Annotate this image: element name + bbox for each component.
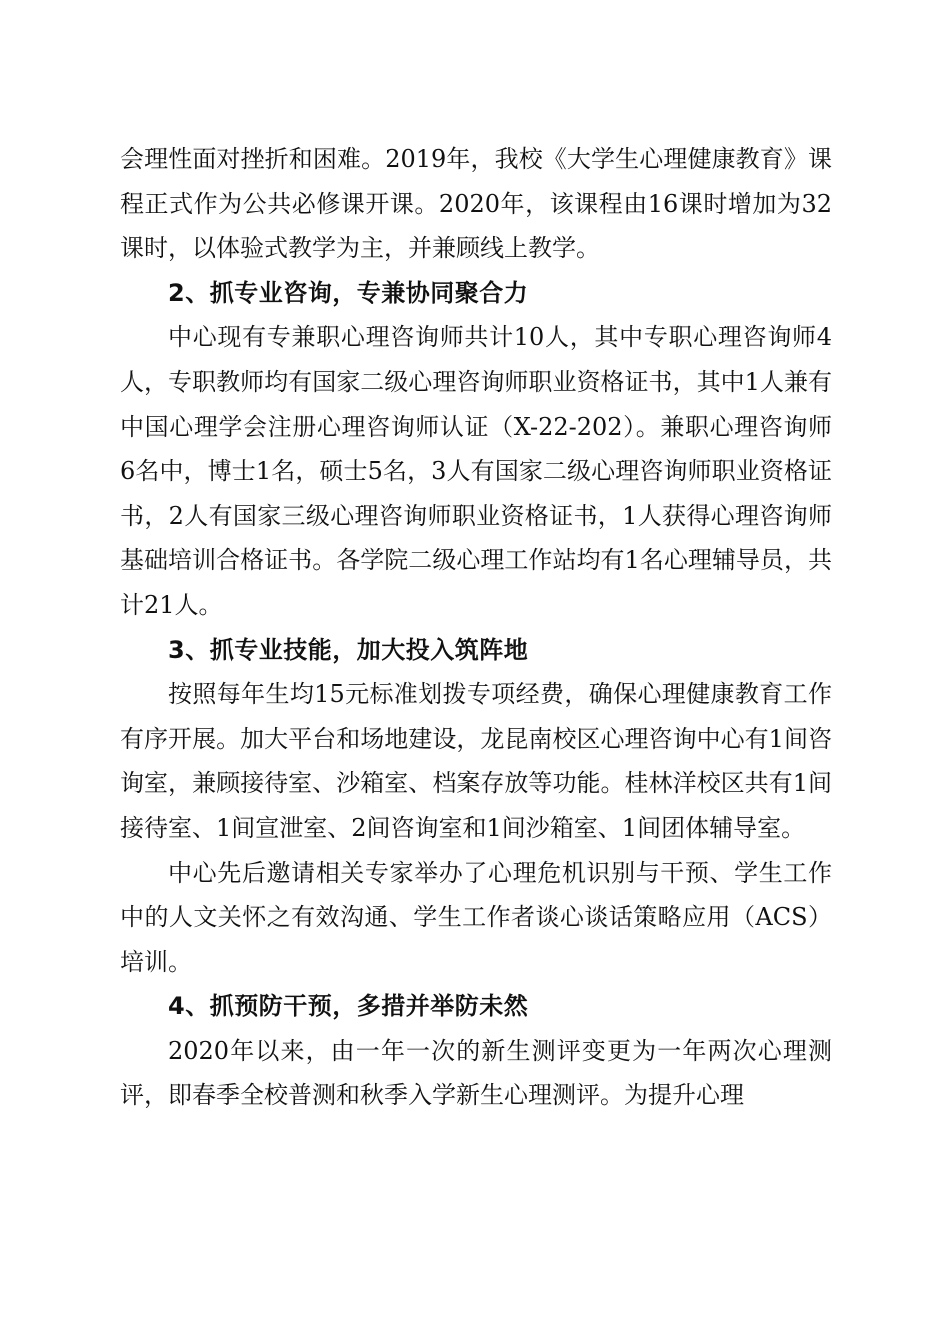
paragraph-expert-training: 中心先后邀请相关专家举办了心理危机识别与干预、学生工作中的人文关怀之有效沟通、学生工作者谈心谈话策略应用（ACS）培训。 <box>120 858 832 976</box>
paragraph-psych-assessment: 2020年以来，由一年一次的新生测评变更为一年两次心理测评，即春季全校普测和秋季入学新生心理测评。为提升心理 <box>120 1036 832 1110</box>
heading-prevention-intervention: 4、抓预防干预，多措并举防未然 <box>168 992 529 1021</box>
heading-professional-counseling: 2、抓专业咨询，专兼协同聚合力 <box>168 278 529 307</box>
paragraph-counselor-staff: 中心现有专兼职心理咨询师共计10人，其中专职心理咨询师4人，专职教师均有国家二级心理咨询师职业资格证书，其中1人兼有中国心理学会注册心理咨询师认证（X-22-202）。兼职心理咨询师6名中，博士1名，硕士5名，3人有国家二级心理咨询师职业资格证书，2人有国家三级心理咨询师职业资格证书，1人获得心理咨询师基础培训合格证书。各学院二级心理工作站均有1名心理辅导员，共计21人。 <box>120 323 832 619</box>
paragraph-funding-facilities: 按照每年生均15元标准划拨专项经费，确保心理健康教育工作有序开展。加大平台和场地建设，龙昆南校区心理咨询中心有1间咨询室，兼顾接待室、沙箱室、档案存放等功能。桂林洋校区共有1间接待室、1间宣泄室、2间咨询室和1间沙箱室、1间团体辅导室。 <box>120 680 832 842</box>
paragraph-course-intro: 会理性面对挫折和困难。2019年，我校《大学生心理健康教育》课程正式作为公共必修课开课。2020年，该课程由16课时增加为32课时，以体验式教学为主，并兼顾线上教学。 <box>120 145 832 263</box>
document-body <box>120 137 832 1118</box>
heading-professional-skills: 3、抓专业技能，加大投入筑阵地 <box>168 635 529 664</box>
